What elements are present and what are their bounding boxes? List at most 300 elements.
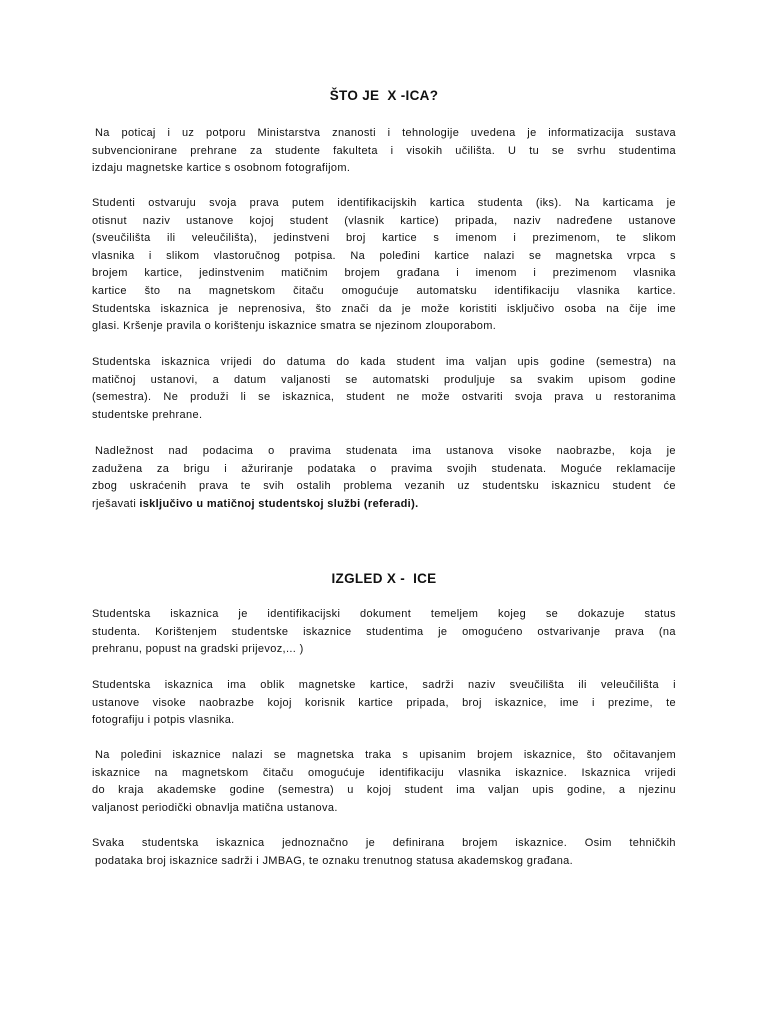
word: na [154, 766, 168, 779]
word: upis [517, 356, 540, 368]
word: čitaču [262, 766, 294, 779]
word: upisom [588, 373, 626, 386]
text-line [92, 143, 676, 161]
word: i [390, 144, 394, 157]
word: s [402, 749, 409, 761]
word: Svaka [92, 837, 125, 849]
word: ima [412, 445, 432, 457]
word: građana [396, 267, 440, 280]
text-line [92, 747, 676, 765]
word: s [433, 232, 440, 245]
word: kartice, [144, 267, 183, 280]
word: reklamacije [616, 462, 676, 475]
word: kartice) [400, 214, 440, 227]
word: sadrži [422, 679, 454, 691]
word: iskaznica [164, 679, 214, 691]
word: (semestra) [277, 784, 335, 797]
word: i [148, 249, 152, 262]
word: magnetskom [208, 284, 276, 297]
word: (na [658, 625, 676, 638]
word: kartica [429, 197, 465, 209]
word: visoke [508, 445, 542, 457]
word: isključivo [506, 302, 555, 315]
word: o [370, 462, 377, 475]
word: (semestra) [596, 356, 653, 368]
word: kartice. [637, 284, 676, 297]
word: nadređene [556, 214, 613, 227]
word: Na [95, 127, 110, 139]
word: a [212, 373, 220, 386]
word: poleđini [120, 749, 162, 761]
word: sustava [635, 127, 676, 139]
text-line [92, 372, 676, 390]
word: pripada, [454, 214, 498, 227]
word: student [396, 356, 436, 368]
word: tu [529, 144, 540, 157]
word: prava [614, 625, 645, 638]
word: naobrazbe [199, 696, 255, 709]
word: kartice [358, 696, 394, 709]
word: automatsku [416, 284, 477, 297]
word: Studentska [92, 356, 151, 368]
word: svojih [446, 462, 478, 475]
word: studentima [366, 625, 424, 638]
word: čije [629, 302, 648, 315]
word: kartice, [369, 679, 409, 691]
word: može [421, 391, 450, 404]
word: Studentska [92, 679, 151, 691]
word: vrijedi [644, 766, 676, 779]
word: putem [292, 197, 325, 209]
word: vezanih [404, 480, 445, 493]
word: studentima [618, 144, 676, 157]
section-heading: ŠTO JE X -ICA? [329, 88, 439, 103]
word: dokazuje [577, 608, 625, 620]
word: brojem [344, 267, 381, 280]
word: svoja [514, 391, 543, 404]
word: do [92, 784, 105, 797]
word: je [401, 302, 412, 315]
text-line [92, 230, 676, 248]
word: omogućuje [307, 766, 365, 779]
word: ima [227, 679, 247, 691]
text-line [92, 443, 676, 461]
word: svrhu [577, 144, 606, 157]
word: studenta [477, 197, 523, 209]
word: magnetske [298, 679, 356, 691]
word: oblik [260, 679, 285, 691]
word: restoranima [613, 391, 676, 404]
word: u [595, 391, 602, 404]
word: brigu [183, 462, 210, 475]
word: slikom [166, 249, 200, 262]
word: fakulteta [333, 144, 378, 157]
word: do [262, 356, 276, 368]
word: ili [578, 679, 587, 691]
word: studenata. [491, 462, 547, 475]
word: iskaznica [170, 608, 219, 620]
word: student [346, 391, 385, 404]
word: studente [275, 144, 321, 157]
word: nalazi [231, 749, 263, 761]
paragraph [92, 443, 676, 513]
word: ostvaruju [148, 197, 197, 209]
word: student [612, 480, 652, 493]
word: Na [350, 249, 366, 262]
word: kada [360, 356, 386, 368]
word: koja [630, 445, 652, 457]
word: iskaznica [216, 837, 265, 849]
word: sa [510, 373, 523, 386]
word: (iks). [535, 197, 562, 209]
word: upis [532, 784, 554, 797]
word: što [315, 302, 332, 315]
word: produljuje [444, 373, 496, 386]
word: poleđini [379, 249, 421, 262]
word: prezime, [607, 696, 653, 709]
word: i [224, 462, 228, 475]
word: vlasnika [577, 284, 620, 297]
word: i [387, 127, 391, 139]
word: brojem [477, 749, 513, 761]
word: i [513, 232, 517, 245]
text-line: izdaju magnetske kartice s osobnom fotografijom. [92, 162, 351, 175]
word: jedinstveni [273, 232, 330, 245]
word: nalazi [483, 249, 515, 262]
word: status [644, 608, 676, 620]
word: student [404, 784, 444, 797]
word: broj [345, 232, 366, 245]
text-line [92, 248, 676, 266]
word: ime [560, 696, 579, 709]
word: ostvariti [461, 391, 503, 404]
word: studenata [346, 445, 398, 457]
word: očitavanjem [613, 749, 676, 761]
word: iskaznica, [282, 391, 335, 404]
word: visokih [406, 144, 443, 157]
word: ima [456, 784, 476, 797]
word: vrijedi [220, 356, 252, 368]
word: kojoj [267, 696, 292, 709]
word: Osim [584, 837, 612, 849]
word: informatizacija [548, 127, 624, 139]
word: brojem [462, 837, 498, 849]
word: u [347, 784, 354, 797]
word: znači [341, 302, 369, 315]
word: iskaznice [92, 766, 141, 779]
word: godine, [567, 784, 606, 797]
word: otisnut [92, 214, 127, 227]
word: visoke [152, 696, 186, 709]
word: uvedena [470, 127, 516, 139]
word: pravima [390, 462, 433, 475]
word: je [666, 197, 676, 209]
word: se [551, 144, 565, 157]
word: ili [167, 232, 176, 245]
word: godine [549, 356, 586, 368]
word: tehnologije [402, 127, 460, 139]
word: na [606, 302, 620, 315]
word: broj [462, 696, 482, 709]
text-line [92, 496, 676, 514]
word: temeljem [430, 608, 479, 620]
word: Nadležnost [95, 445, 154, 457]
word: iskaznice [172, 749, 221, 761]
word: na [178, 284, 192, 297]
paragraph [92, 195, 676, 336]
word: svoja [209, 197, 237, 209]
word: student [289, 214, 329, 227]
word: svih [263, 480, 285, 493]
text-line [92, 195, 676, 213]
word: iskaznice, [495, 696, 547, 709]
word: traka [365, 749, 392, 761]
word: je [219, 302, 229, 315]
word: znanosti [332, 127, 376, 139]
word: ustanove [92, 696, 140, 709]
word: studentska [141, 837, 199, 849]
word: veleučilišta [600, 679, 659, 691]
text-line [92, 265, 676, 283]
word: ustanova [446, 445, 494, 457]
word: i [533, 267, 537, 280]
word: Ne [163, 391, 179, 404]
word: ime [657, 302, 676, 315]
word: ustanovi, [150, 373, 198, 386]
word: produži [190, 391, 229, 404]
word: o [268, 445, 275, 457]
word: iskaznica [160, 302, 209, 315]
word: jednoznačno [282, 837, 349, 849]
word: kojoj [366, 784, 392, 797]
text-line [92, 213, 676, 231]
word: potporu [206, 127, 246, 139]
word: Moguće [560, 462, 603, 475]
word: je [238, 608, 248, 620]
word: Na [95, 749, 110, 761]
word: studentsku [482, 480, 540, 493]
word: neprenosiva, [238, 302, 306, 315]
paragraph [92, 835, 676, 870]
word: zadužena [92, 462, 143, 475]
word: subvencionirane [92, 144, 178, 157]
text-line: prehranu, popust na gradski prijevoz,... ) [92, 643, 304, 656]
word: da [378, 302, 392, 315]
word: Studentska [92, 302, 151, 315]
text-line [92, 624, 676, 642]
word: prezimenom, [532, 232, 600, 245]
word: nad [168, 445, 188, 457]
word: koristiti [459, 302, 497, 315]
word: uz [457, 480, 470, 493]
word: jedinstvenim [199, 267, 265, 280]
word: definirana [392, 837, 445, 849]
word: se [528, 249, 542, 262]
word: li [240, 391, 247, 404]
text-line [92, 354, 676, 372]
word: je [438, 625, 448, 638]
word: kartice [92, 284, 127, 297]
text-line [92, 835, 676, 853]
text-line [92, 677, 676, 695]
paragraph [92, 354, 676, 424]
paragraph [92, 125, 676, 178]
word: naziv [468, 679, 496, 691]
text-line: podataka broj iskaznice sadrži i JMBAG, te oznaku trenutnog statusa akademskog građana. [95, 854, 574, 867]
word: studentske [231, 625, 289, 638]
word: prava [199, 480, 229, 493]
word: podacima [202, 445, 254, 457]
word: veleučilišta), [191, 232, 258, 245]
word: naziv [513, 214, 541, 227]
word: prava [249, 197, 279, 209]
word: potpisa. [294, 249, 336, 262]
word: ne [396, 391, 410, 404]
word: može [421, 302, 450, 315]
word: problema [343, 480, 393, 493]
word: će [663, 480, 676, 493]
text-line [92, 695, 676, 713]
word: prava [554, 391, 584, 404]
word: valjanosti [281, 373, 331, 386]
word: vlasnika [633, 267, 676, 280]
word: što [586, 749, 603, 761]
text-line [92, 478, 676, 496]
word: pripada, [406, 696, 449, 709]
word: se [273, 749, 287, 761]
word: učilišta. [455, 144, 496, 157]
word: ustanove [186, 214, 234, 227]
word: kraja [118, 784, 144, 797]
word: uskraćenih [129, 480, 187, 493]
text-line [92, 765, 676, 783]
word: brojem [92, 267, 128, 280]
word: podataka [307, 462, 356, 475]
word: identifikaciju [494, 284, 560, 297]
word: za [249, 144, 263, 157]
word: dokument [360, 608, 412, 620]
word: i [673, 679, 676, 691]
text-line: glasi. Kršenje pravila o korištenju iskaznice smatra se njezinom zlouporabom. [92, 320, 497, 333]
word: što [144, 284, 161, 297]
word: Korištenjem [155, 625, 218, 638]
word: godine [229, 784, 265, 797]
word: identifikacijskih [337, 197, 417, 209]
text-line [92, 389, 676, 407]
word: studenta. [92, 625, 141, 638]
word: te [616, 232, 627, 245]
word: ima [446, 356, 465, 368]
word: U [508, 144, 517, 157]
word: datuma [286, 356, 326, 368]
word: zbog [92, 480, 118, 493]
section-heading: IZGLED X - ICE [331, 571, 437, 586]
word: kojeg [498, 608, 527, 620]
word: akademske [156, 784, 217, 797]
word: iskaznice. [515, 766, 568, 779]
word: magnetska [555, 249, 613, 262]
word: omogućeno [462, 625, 523, 638]
word: datum [233, 373, 267, 386]
paragraph [92, 677, 676, 730]
word: valjan [488, 784, 520, 797]
word: iskaznica [161, 356, 210, 368]
word: za [156, 462, 170, 475]
word: vrpca [626, 249, 656, 262]
word: matičnoj [92, 373, 136, 386]
word: magnetskom [182, 766, 249, 779]
word: i [591, 696, 595, 709]
word: automatski [372, 373, 430, 386]
word: imenom [455, 232, 497, 245]
text-line: fotografiju i potpis vlasnika. [92, 714, 235, 727]
word: njezinu [638, 784, 676, 797]
word: (vlasnik [344, 214, 385, 227]
word: Ministarstva [257, 127, 321, 139]
word: sveučilišta [509, 679, 565, 691]
text-line: valjanost periodički obnavlja matična ustanova. [92, 801, 338, 814]
word: osoba [564, 302, 597, 315]
word: omogućuje [341, 284, 399, 297]
word: vlasnika [92, 249, 135, 262]
word: Iskaznica [581, 766, 631, 779]
word: čitaču [293, 284, 324, 297]
word: iskaznicu [551, 480, 600, 493]
word: ostvarivanje [537, 625, 601, 638]
word: valjan [475, 356, 507, 368]
word: te [240, 480, 251, 493]
text-line: studentske prehrane. [92, 408, 203, 421]
bold-text-run: isključivo u matičnoj studentskoj službi (referadi). [139, 497, 419, 510]
text-line [92, 125, 676, 143]
word: iskaznice [303, 625, 352, 638]
word: poticaj [121, 127, 156, 139]
word: je [527, 127, 537, 139]
word: naziv [142, 214, 171, 227]
word: ustanove [628, 214, 676, 227]
word: kojoj [249, 214, 274, 227]
word: a [618, 784, 626, 797]
word: se [345, 373, 358, 386]
word: uz [181, 127, 195, 139]
word: i [456, 267, 459, 280]
word: Studenti [92, 197, 136, 209]
word: pravima [289, 445, 332, 457]
word: kartice [382, 232, 417, 245]
word: slikom [642, 232, 676, 245]
word: i [167, 127, 171, 139]
word: ostalih [296, 480, 331, 493]
word: prezimenom [552, 267, 617, 280]
word: iskaznice. [515, 837, 568, 849]
word: vlasnika [458, 766, 501, 779]
word: identifikaciju [379, 766, 445, 779]
word: upisanim [419, 749, 467, 761]
word: je [666, 445, 676, 457]
word: svakim [537, 373, 574, 386]
word: (semestra). [92, 391, 152, 404]
word: (sveučilišta [92, 232, 151, 245]
word: je [365, 837, 376, 849]
text-run: rješavati [92, 497, 137, 510]
word: tehničkih [629, 837, 676, 849]
text-line [92, 461, 676, 479]
word: karticama [602, 197, 654, 209]
word: Studentska [92, 608, 151, 620]
word: se [258, 391, 271, 404]
word: Na [574, 197, 590, 209]
word: identifikacijski [267, 608, 341, 620]
